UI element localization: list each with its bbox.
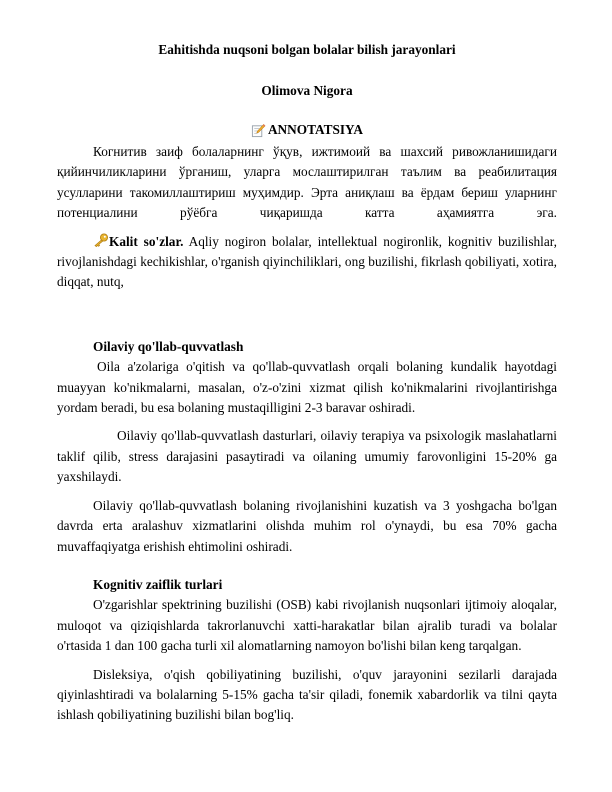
- document-page: [57, 40, 557, 726]
- paragraph: O'zgarishlar spektrining buzilishi (OSB) kabi rivojlanish nuqsonlari ijtimoiy aloqalar, muloqot va qiziqishlarda takrorlanuvchi xatti-harakatlar bilan ajralib turadi va bolalar o'rtasida 1 dan 100 gacha turli xil alomatlarning namoyon bo'lishi bilan keng tarqalgan.: [57, 597, 557, 654]
- document-title: Eahitishda nuqsoni bolgan bolalar bilish jarayonlari: [158, 42, 456, 57]
- paragraph: Oilaviy qo'llab-quvvatlash bolaning rivojlanishini kuzatish va 3 yoshgacha bo'lgan davrda erta aralashuv xizmatlarini olishda muhim rol o'ynaydi, bu esa 70% gacha muvaffaqiyatga erishish ehtimolini oshiradi.: [57, 497, 557, 554]
- paragraph: Oilaviy qo'llab-quvvatlash dasturlari, oilaviy terapiya va psixologik maslahatlarni taklif qilib, stress darajasini pasaytiradi va oilaning umumiy farovonligini 15-20% ga yaxshilaydi.: [57, 428, 557, 485]
- author-name: Olimova Nigora: [261, 83, 353, 98]
- paragraph: Oila a'zolariga o'qitish va qo'llab-quvvatlash orqali bolaning kundalik hayotdagi muayyan ko'nikmalarni, masalan, o'z-o'zini xizmat qilish ko'nikmalarini rivojlantirishga yordam beradi, bu esa bolaning mustaqilligini 2-3 baravar oshiradi.: [57, 359, 557, 416]
- keywords-label: Kalit so'zlar.: [109, 233, 184, 249]
- section-heading-cognitive-types: Kognitiv zaiflik turlari: [93, 576, 223, 592]
- annotation-heading: [57, 121, 557, 140]
- memo-pencil-icon: [251, 123, 266, 138]
- annotation-heading-text: ANNOTATSIYA: [267, 122, 364, 138]
- keywords-text: Aqliy nogiron bolalar, intellektual nogironlik, kognitiv buzilishlar, rivojlanishdagi kechikishlar, o'rganish qiyinchiliklari, ong buzilishi, fikrlash qobiliyati, xotira, diqqat, nutq,: [57, 233, 557, 290]
- keywords-paragraph: [57, 232, 557, 293]
- section-heading-family-support: Oilaviy qo'llab-quvvatlash: [93, 338, 244, 354]
- key-icon: [93, 233, 109, 247]
- annotation-text: Когнитив заиф болаларнинг ўқув, ижтимоий ва шахсий ривожланишидаги қийинчиликларини ўрганиш, уларга мослаштирилган таълим ва реабилитация усулларини такомиллаштириш муҳимдир. Эрта аниқлаш ва ёрдам бериш уларнинг потенциалини рўёбга чиқаришда катта аҳамиятга эга.: [57, 144, 557, 221]
- paragraph: Disleksiya, o'qish qobiliyatining buzilishi, o'quv jarayonini sezilarli darajada qiyinlashtiradi va bolalarning 5-15% gacha ta'sir qiladi, fonemik xabardorlik va tilni qayta ishlash qobiliyatining buzilishi bilan bog'liq.: [57, 666, 557, 723]
